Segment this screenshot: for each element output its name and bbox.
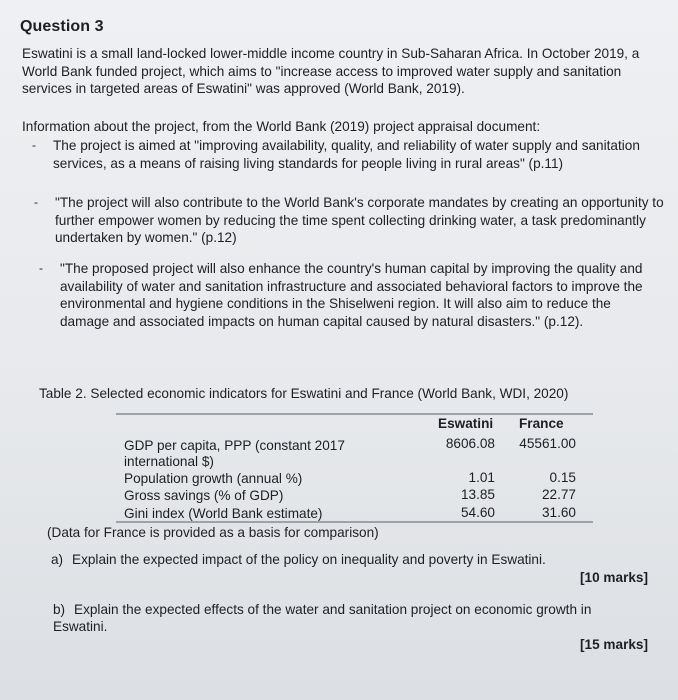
part-b-marks: [15 marks] — [580, 637, 649, 652]
table-row-label: Gross savings (% of GDP) — [124, 488, 284, 503]
table-bottom-rule — [116, 521, 593, 523]
part-a-marks: [10 marks] — [580, 570, 649, 585]
bullet-item — [32, 137, 643, 172]
bullet-text: The project is aimed at "improving availability, quality, and reliability of water supply and sanitation services, as a means of raising living standards for people living in rural areas" (p.11) — [53, 138, 640, 171]
column-header-eswatini: Eswatini — [438, 416, 494, 431]
bullet-item — [34, 194, 665, 247]
table-row-label: Gini index (World Bank estimate) — [124, 506, 323, 521]
table-top-rule — [116, 413, 593, 415]
part-a — [51, 551, 651, 568]
part-b — [53, 601, 613, 635]
bullet-dash: - — [34, 195, 38, 209]
table-row-label: GDP per capita, PPP (constant 2017 international $) — [124, 438, 345, 469]
bullet-dash: - — [32, 138, 36, 152]
bullet-text: "The proposed project will also enhance the country's human capital by improving the quality and availability of water and sanitation infrastructure and associated behavioral factors to improve the environmental and hygiene conditions in the Shiselweni region. It will also aim to reduce the damage and associated impacts on human capital caused by natural disasters." (p.12). — [60, 261, 643, 329]
question-title: Question 3 — [20, 18, 104, 35]
part-b-text: Explain the expected effects of the water and sanitation project on economic growth in Eswatini. — [53, 602, 592, 634]
table-cell-eswatini: 8606.08 — [445, 436, 495, 451]
bullet-item — [39, 260, 660, 330]
intro-paragraph: Eswatini is a small land-locked lower-middle income country in Sub-Saharan Africa. In October 2019, a World Bank funded project, which aims to "increase access to improved water supply and sanitation services in targeted areas of Eswatini" was approved (World Bank, 2019). — [22, 46, 640, 96]
part-b-letter: b) — [53, 602, 66, 617]
info-heading: Information about the project, from the World Bank (2019) project appraisal document: — [22, 119, 541, 134]
table-cell-eswatini: 13.85 — [460, 487, 495, 502]
part-a-letter: a) — [51, 552, 64, 567]
bullet-dash: - — [39, 261, 43, 275]
part-a-text: Explain the expected impact of the policy on inequality and poverty in Eswatini. — [72, 552, 546, 567]
table-cell-france: 45561.00 — [519, 436, 576, 451]
table-row-label: Population growth (annual %) — [124, 471, 303, 486]
column-header-france: France — [519, 416, 564, 431]
table-cell-france: 0.15 — [549, 470, 576, 485]
table-cell-eswatini: 1.01 — [468, 470, 495, 485]
table-cell-france: 22.77 — [541, 487, 576, 502]
table-cell-france: 31.60 — [541, 505, 576, 520]
table-caption: Table 2. Selected economic indicators for Eswatini and France (World Bank, WDI, 2020) — [39, 386, 569, 401]
table-cell-eswatini: 54.60 — [460, 505, 495, 520]
bullet-text: "The project will also contribute to the World Bank's corporate mandates by creating an opportunity to further empower women by reducing the time spent collecting drinking water, a task predominantly undertaken by women." (p.12) — [55, 195, 664, 245]
table-note: (Data for France is provided as a basis for comparison) — [47, 525, 379, 540]
